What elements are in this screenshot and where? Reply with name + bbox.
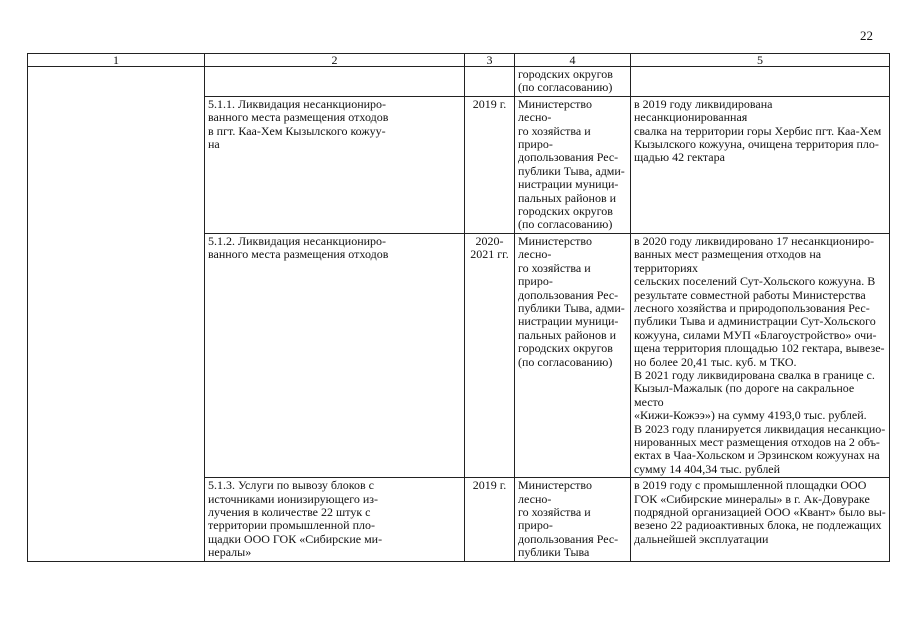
- executor-cell: Министерство лесно- го хозяйства и приро- допользования Рес- публики Тыва: [515, 478, 631, 561]
- period-cell: [465, 67, 515, 97]
- page-number: 22: [860, 28, 873, 43]
- executor-cell: Министерство лесно- го хозяйства и приро- допользования Рес- публики Тыва, адми- нистрации муници- пальных районов и городских округов (по согласованию): [515, 233, 631, 477]
- column-header: 2: [205, 54, 465, 67]
- activity-cell: 5.1.3. Услуги по вывозу блоков с источниками ионизирующего из- лучения в количестве 22 штук с территории промышленной пло- щадки ООО ГОК «Сибирские ми- нералы»: [205, 478, 465, 561]
- activity-cell: [205, 67, 465, 97]
- column-header: 4: [515, 54, 631, 67]
- period-cell: 2019 г.: [465, 478, 515, 561]
- column-number-row: [28, 54, 890, 67]
- column-header: 5: [631, 54, 890, 67]
- executor-cell: городских округов (по согласованию): [515, 67, 631, 97]
- result-cell: в 2019 году ликвидирована несанкционированная свалка на территории горы Хербис пгт. Каа-Хем Кызылского кожууна, очищена территория пло- щадью 42 гектара: [631, 96, 890, 233]
- activity-cell: 5.1.1. Ликвидация несанкциониро- ванного места размещения отходов в пгт. Каа-Хем Кызылского кожуу- на: [205, 96, 465, 233]
- result-cell: [631, 67, 890, 97]
- result-cell: в 2019 году с промышленной площадки ООО ГОК «Сибирские минералы» в г. Ак-Довураке подрядной организацией ООО «Квант» было вы- везено 22 радиоактивных блока, не подлежащих дальнейшей эксплуатации: [631, 478, 890, 561]
- executor-cell: Министерство лесно- го хозяйства и приро- допользования Рес- публики Тыва, адми- нистрации муници- пальных районов и городских округов (по согласованию): [515, 96, 631, 233]
- result-cell: в 2020 году ликвидировано 17 несанкциониро- ванных мест размещения отходов на территориях сельских поселений Сут-Хольского кожууна. В результате совместной работы Министерства лесного хозяйства и природопользования Рес- публики Тыва и администрации Сут-Хольского кожууна, силами МУП «Благоустройство» очи- щена территория площадью 102 гектара, вывезе- но более 20,41 тыс. куб. м ТКО. В 2021 году ликвидирована свалка в границе с. Кызыл-Мажалык (по дороге на сакральное место «Кижи-Кожээ») на сумму 4193,0 тыс. рублей. В 2023 году планируется ликвидация несанкцио- нированных мест размещения отходов на 2 объ- ектах в Чаа-Хольском и Эрзинском кожуунах на сумму 14 404,34 тыс. рублей: [631, 233, 890, 477]
- section-cell: [28, 67, 205, 562]
- period-cell: 2020- 2021 гг.: [465, 233, 515, 477]
- period-cell: 2019 г.: [465, 96, 515, 233]
- measures-table: [27, 53, 890, 562]
- table-row: [28, 67, 890, 97]
- column-header: 3: [465, 54, 515, 67]
- activity-cell: 5.1.2. Ликвидация несанкциониро- ванного места размещения отходов: [205, 233, 465, 477]
- column-header: 1: [28, 54, 205, 67]
